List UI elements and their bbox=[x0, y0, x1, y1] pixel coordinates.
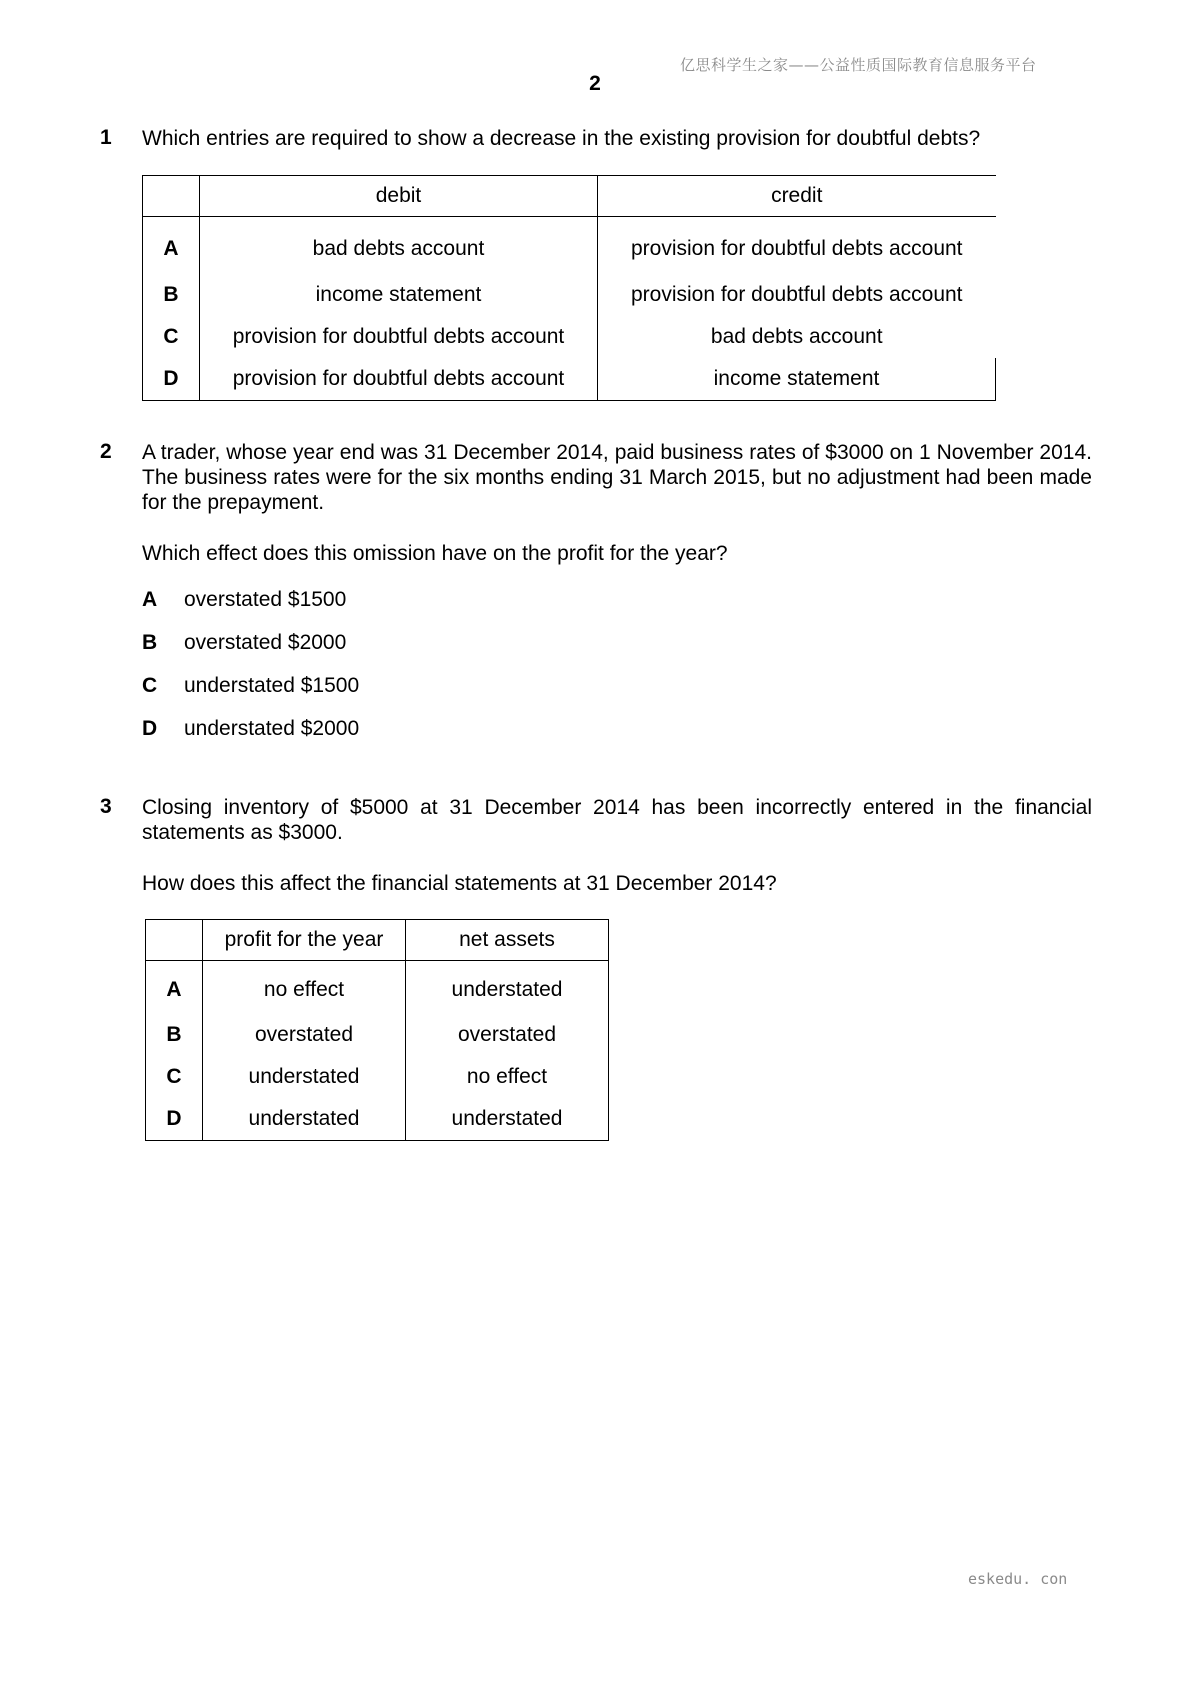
option-credit: income statement bbox=[598, 358, 996, 401]
table-header-debit: debit bbox=[200, 176, 598, 217]
table-row bbox=[143, 274, 996, 316]
option-net-assets: understated bbox=[451, 977, 563, 1001]
option-letter: D bbox=[143, 358, 200, 401]
option-profit: understated bbox=[203, 1056, 406, 1098]
option-credit: bad debts account bbox=[710, 325, 883, 348]
option-debit: provision for doubtful debts account bbox=[200, 316, 598, 358]
question-1-options-table bbox=[142, 175, 996, 401]
question-3-text: Closing inventory of $5000 at 31 December 2014 has been incorrectly entered in the financial statements as $3000. bbox=[142, 796, 1092, 844]
table-row bbox=[143, 316, 996, 358]
option-debit: provision for doubtful debts account bbox=[200, 358, 598, 401]
choice-b bbox=[142, 631, 346, 655]
table-row bbox=[146, 1014, 609, 1056]
option-net-assets: overstated bbox=[457, 1023, 557, 1046]
choice-letter: C bbox=[142, 674, 158, 697]
choice-text: overstated $2000 bbox=[184, 631, 347, 654]
choice-text: understated $2000 bbox=[184, 717, 360, 740]
table-header-blank bbox=[143, 176, 200, 217]
option-credit: provision for doubtful debts account bbox=[630, 236, 963, 260]
table-row bbox=[146, 1056, 609, 1098]
option-letter: C bbox=[146, 1056, 203, 1098]
option-letter: B bbox=[143, 274, 200, 316]
question-2-prompt: Which effect does this omission have on the profit for the year? bbox=[142, 542, 728, 565]
question-2-text: A trader, whose year end was 31 December 2014, paid business rates of $3000 on 1 November 2014. The business rates were for the six months ending 31 March 2015, but no adjustment had been made for the prepayment. bbox=[142, 441, 1092, 514]
table-row bbox=[146, 961, 609, 1015]
option-net-assets: understated bbox=[451, 1107, 563, 1130]
table-row bbox=[146, 1098, 609, 1141]
table-header-blank bbox=[146, 920, 203, 961]
option-profit: no effect bbox=[203, 961, 406, 1015]
option-letter: A bbox=[146, 961, 203, 1015]
question-1-text: Which entries are required to show a decrease in the existing provision for doubtful debts? bbox=[142, 127, 981, 150]
option-profit: overstated bbox=[203, 1014, 406, 1056]
question-3-options-table bbox=[145, 919, 609, 1141]
question-3-prompt: How does this affect the financial statements at 31 December 2014? bbox=[142, 872, 777, 895]
option-letter: C bbox=[143, 316, 200, 358]
choice-letter: A bbox=[142, 588, 158, 611]
option-letter: A bbox=[143, 217, 200, 275]
option-debit: bad debts account bbox=[200, 217, 598, 275]
footer-watermark: eskedu. con bbox=[968, 1570, 1068, 1588]
question-1-number: 1 bbox=[100, 126, 112, 149]
choice-d bbox=[142, 717, 359, 741]
choice-text: overstated $1500 bbox=[184, 588, 347, 611]
page-number: 2 bbox=[589, 72, 601, 95]
table-header-net-assets: net assets bbox=[406, 920, 609, 961]
option-letter: B bbox=[146, 1014, 203, 1056]
option-credit: provision for doubtful debts account bbox=[630, 283, 963, 306]
table-header-credit: credit bbox=[598, 176, 996, 217]
table-row bbox=[143, 358, 996, 401]
question-3-number: 3 bbox=[100, 795, 112, 818]
question-2-number: 2 bbox=[100, 440, 112, 463]
choice-letter: B bbox=[142, 631, 158, 654]
choice-c bbox=[142, 674, 359, 698]
option-debit: income statement bbox=[200, 274, 598, 316]
option-profit: understated bbox=[203, 1098, 406, 1141]
header-watermark: 亿思科学生之家——公益性质国际教育信息服务平台 bbox=[680, 56, 1037, 74]
choice-a bbox=[142, 588, 346, 612]
table-header-profit: profit for the year bbox=[203, 920, 406, 961]
option-letter: D bbox=[146, 1098, 203, 1141]
option-net-assets: no effect bbox=[466, 1065, 548, 1088]
choice-letter: D bbox=[142, 717, 158, 740]
choice-text: understated $1500 bbox=[184, 674, 360, 697]
table-row bbox=[143, 217, 996, 275]
